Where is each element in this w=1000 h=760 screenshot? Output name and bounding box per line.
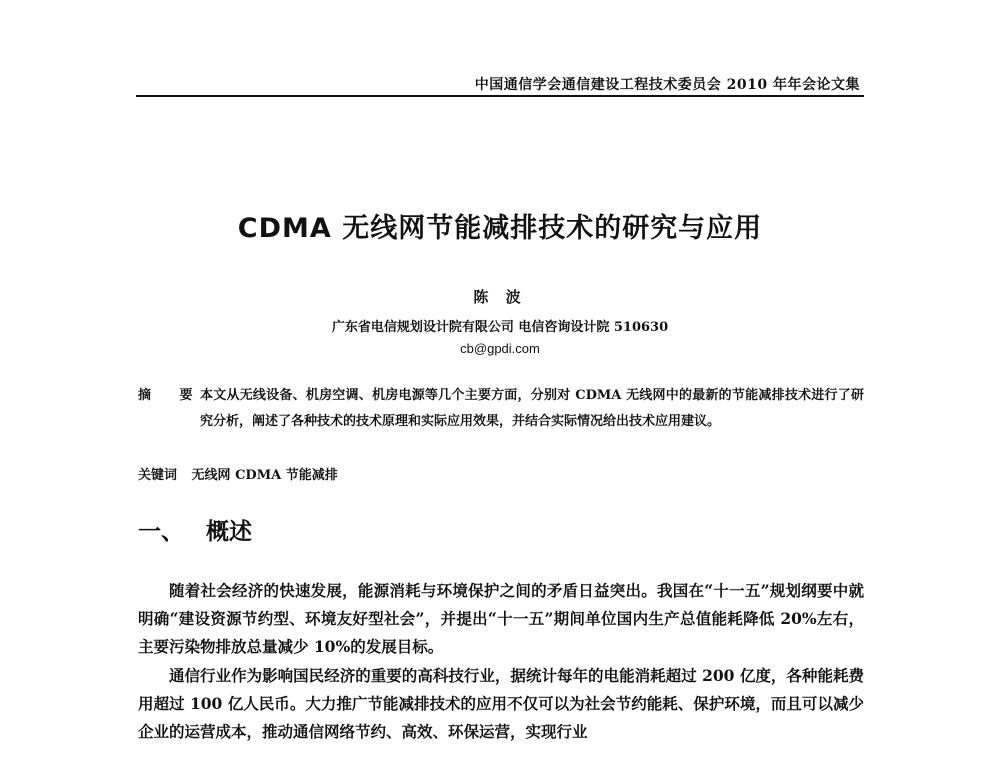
section-title: 概述	[206, 519, 253, 545]
body-paragraph-1: 随着社会经济的快速发展，能源消耗与环境保护之间的矛盾日益突出。我国在“十一五”规划纲要中就明确“建设资源节约型、环境友好型社会”，并提出“十一五”期间单位国内生产总值能耗降低 20%左右，主要污染物排放总量减少 10%的发展目标。	[138, 581, 864, 656]
paper-author: 陈 波	[473, 288, 527, 306]
abstract-text: 本文从无线设备、机房空调、机房电源等几个主要方面，分别对 CDMA 无线网中的最新的节能减排技术进行了研究分析，阐述了各种技术的技术原理和实际应用效果，并结合实际情况给出技术应用建议。	[200, 388, 864, 429]
body-paragraph-2: 通信行业作为影响国民经济的重要的高科技行业，据统计每年的电能消耗超过 200 亿度，各种能耗费用超过 100 亿人民币。大力推广节能减排技术的应用不仅可以为社会节约能耗、保护环境，而且可以减少企业的运营成本，推动通信网络节约、高效、环保运营，实现行业	[138, 666, 864, 741]
running-header: 中国通信学会通信建设工程技术委员会 2010 年年会论文集	[474, 77, 860, 93]
abstract-label: 摘 要	[138, 388, 205, 403]
author-affiliation: 广东省电信规划设计院有限公司 电信咨询设计院 510630	[331, 320, 669, 335]
keywords-text: 无线网 CDMA 节能减排	[191, 468, 338, 483]
keywords-label: 关键词	[138, 468, 178, 483]
section-heading	[138, 513, 252, 546]
abstract-block	[138, 383, 864, 435]
header-rule	[136, 95, 864, 97]
section-number: 一、	[138, 519, 184, 545]
keywords-block	[138, 464, 338, 483]
paper-title: CDMA 无线网节能减排技术的研究与应用	[237, 213, 763, 244]
author-email: cb@gpdi.com	[460, 341, 540, 356]
